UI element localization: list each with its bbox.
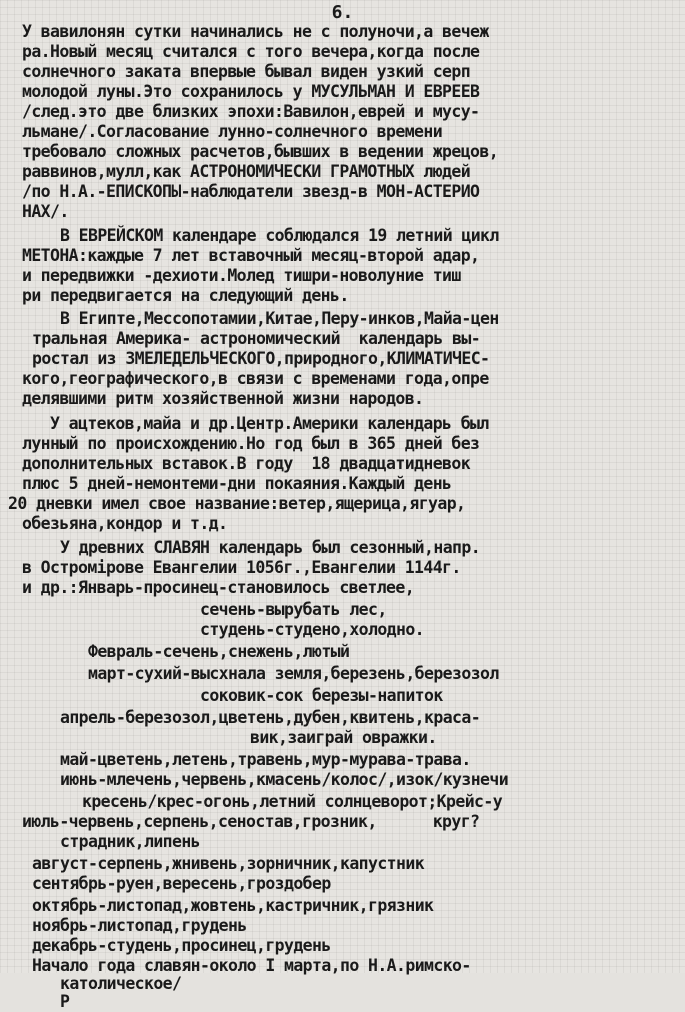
text-line: /след.это две близких эпохи:Вавилон,еврей и мусу- [22, 102, 480, 121]
text-line: вик,заиграй овражки. [250, 728, 437, 747]
text-line: 20 дневки имел свое название:ветер,ящерица,ягуар, [8, 494, 466, 513]
text-line: У ацтеков,майа и др.Центр.Америки календарь был [50, 414, 489, 433]
text-line: льмане/.Согласование лунно-солнечного времени [22, 122, 443, 141]
text-line: март-сухий-высхнала земля,березень,березозол [88, 664, 499, 683]
text-line: НАХ/. [22, 202, 69, 221]
text-line: октябрь-листопад,жовтень,кастричник,грязник [32, 896, 434, 915]
text-line: соковик-сок березы-напиток [200, 686, 443, 705]
text-line: декабрь-студень,просинец,грудень [32, 936, 331, 955]
text-line: ростал из ЗМЕЛЕДЕЛЬЧЕСКОГО,природного,КЛИМАТИЧЕС- [32, 349, 490, 368]
text-line: /по Н.А.-ЕПИСКОПЫ-наблюдатели звезд-в МОН-АСТЕРИО [22, 182, 480, 201]
text-line: делявшими ритм хозяйственной жизни народов. [22, 389, 424, 408]
page-number: 6. [331, 2, 354, 23]
text-line: май-цветень,летень,травень,мур-мурава-трава. [60, 750, 471, 769]
text-line: и др.:Январь-просинец-становилось светлее, [22, 578, 415, 597]
text-line: дополнительных вставок.В году 18 двадцатидневок [22, 454, 471, 473]
text-line: Начало года славян-около I марта,по Н.А.римско- [32, 956, 471, 975]
text-line: солнечного заката впервые бывал виден узкий серп [22, 62, 471, 81]
text-line: требовало сложных расчетов,бывших в ведении жрецов, [22, 142, 499, 161]
text-line: У вавилонян сутки начинались не с полуночи,а вечеж [22, 22, 489, 41]
text-line: обезьяна,кондор и т.д. [22, 514, 228, 533]
text-line: апрель-березозол,цветень,дубен,квитень,краса- [60, 708, 481, 727]
text-line: студень-студено,холодно. [200, 620, 425, 639]
text-line: сечень-вырубать лес, [200, 600, 387, 619]
text-line: и передвижки -дехиоти.Молед тишри-новолуние тиш [22, 266, 461, 285]
text-line: ра.Новый месяц считался с того вечера,когда после [22, 42, 480, 61]
text-line: раввинов,мулл,как АСТРОНОМИЧЕСКИ ГРАМОТНЫХ людей [22, 162, 471, 181]
text-line: в Остромiрове Евангелии 1056г.,Евангелии 1144г. [22, 558, 461, 577]
text-line: МЕТОНА:каждые 7 лет вставочный месяц-второй адар, [22, 246, 480, 265]
text-line: католическое/ [60, 974, 182, 993]
text-line: Февраль-сечень,снежень,лютый [88, 642, 350, 661]
text-line: тральная Америка- астрономический календарь вы- [32, 329, 481, 348]
text-line: страдник,липень [60, 832, 201, 851]
text-line: В Египте,Мессопотамии,Китае,Перу-инков,Майа-цен [60, 309, 499, 328]
text-line: плюс 5 дней-немонтеми-дни покаяния.Каждый день [22, 474, 452, 493]
text-line: ноябрь-листопад,грудень [32, 916, 247, 935]
text-line: сентябрь-руен,вересень,гроздобер [32, 874, 331, 893]
text-line: В ЕВРЕЙСКОМ календаре соблюдался 19 летний цикл [60, 226, 499, 245]
text-line: кресень/крес-огонь,летний солнцеворот;Крейс-у [82, 792, 503, 811]
text-line: июль-червень,серпень,сеностав,грозник, круг? [22, 812, 480, 831]
text-line: ри передвигается на следующий день. [22, 286, 349, 305]
text-line: У древних СЛАВЯН календарь был сезонный,напр. [60, 538, 481, 557]
text-line: Р [60, 992, 70, 1011]
text-line: молодой луны.Это сохранилось у МУСУЛЬМАН И ЕВРЕЕВ [22, 82, 480, 101]
text-line: кого,географического,в связи с временами года,опре [22, 369, 489, 388]
text-line: июнь-млечень,червень,кмасень/колос/,изок/кузнечи [60, 770, 509, 789]
text-line: лунный по происхождению.Но год был в 365 дней без [22, 434, 480, 453]
text-line: август-серпень,жнивень,зорничник,капустник [32, 854, 425, 873]
